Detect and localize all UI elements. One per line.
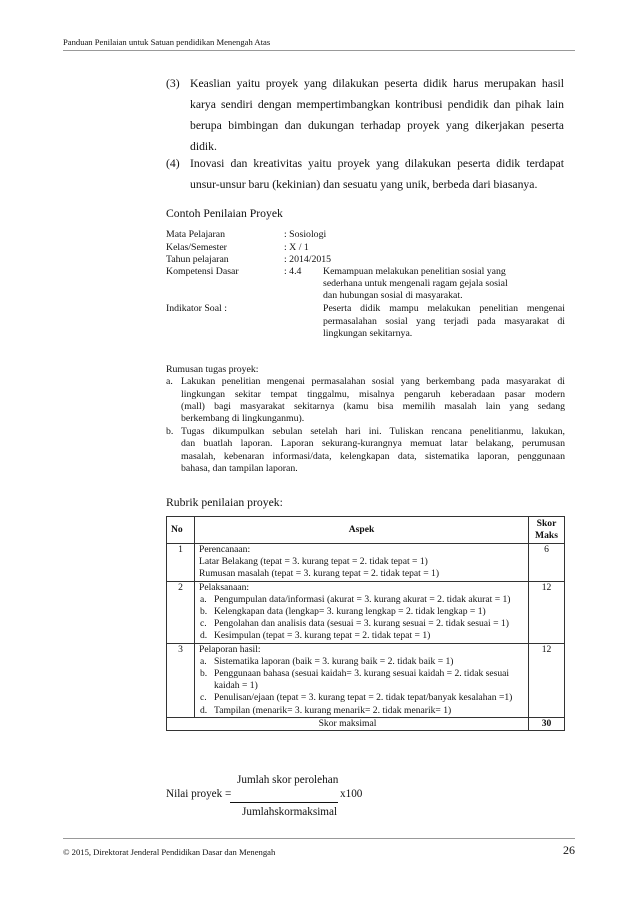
page-number: 26: [563, 843, 575, 857]
row-score: 6: [529, 544, 565, 582]
aspect-line: Rumusan masalah (tepat = 3. kurang tepat = 2. tidak tepat = 1): [199, 568, 440, 580]
field-value: : Sosiologi: [284, 229, 327, 240]
field-label: Kompetensi Dasar: [166, 266, 239, 277]
criterion-number: (3): [166, 77, 180, 90]
fraction-line: [230, 802, 338, 803]
kd-text-line: Kemampuan melakukan penelitian sosial yang: [323, 266, 506, 277]
task-title: Rumusan tugas proyek:: [166, 364, 259, 375]
row-number: 2: [167, 581, 195, 643]
item-text: Penggunaan bahasa (sesuai kaidah= 3. kurang sesuai kaidah = 2. tidak sesuai kaidah = 1): [214, 668, 510, 692]
item-text: Kelengkapan data (lengkap= 3. kurang lengkap = 2. tidak lengkap = 1): [214, 606, 486, 618]
header-aspect: Aspek: [195, 517, 529, 544]
page-header: Panduan Penilaian untuk Satuan pendidikan Menengah Atas: [63, 37, 271, 47]
header-rule: [63, 50, 575, 51]
field-label: Kelas/Semester: [166, 242, 227, 253]
task-marker: a.: [166, 376, 173, 387]
item-text: Kesimpulan (tepat = 3. kurang tepat = 2. tidak tepat = 1): [214, 630, 431, 642]
aspect-item: [200, 630, 524, 642]
item-text: Pengumpulan data/informasi (akurat = 3. kurang akurat = 2. tidak akurat = 1): [214, 593, 511, 605]
total-value: 30: [529, 717, 565, 730]
aspect-item: [200, 618, 524, 630]
item-marker: c.: [200, 692, 207, 704]
formula-numerator: Jumlah skor perolehan: [237, 774, 339, 786]
task-line: lingkungan sekitar tempat tinggalmu, misalnya pengaruh keberadaan pasar modern: [181, 389, 565, 400]
task-marker: b.: [166, 426, 174, 437]
criterion-line: didik.: [190, 140, 217, 153]
aspect-item: [200, 655, 524, 668]
field-label: Tahun pelajaran: [166, 254, 229, 265]
indicator-line: lingkungan sekitarnya.: [323, 328, 413, 339]
aspect-title: Pelaksanaan:: [199, 581, 250, 593]
indicator-label: Indikator Soal :: [166, 303, 227, 314]
kd-text-line: sederhana untuk mengenali ragam gejala sosial: [323, 278, 508, 289]
item-marker: c.: [200, 618, 207, 630]
row-aspect: [195, 643, 529, 717]
row-number: 1: [167, 544, 195, 582]
aspect-item: [200, 668, 524, 692]
task-line: masalah, kebenaran informasi/data, kelengkapan data, sistematika laporan, penggunaan: [181, 451, 565, 462]
task-line: (mall) bagi masyarakat sekitarnya (kamu bisa memilih masalah lain yang sedang: [181, 401, 565, 412]
item-marker: a.: [200, 593, 207, 605]
criterion-line: unsur-unsur baru (kekinian) dan sesuatu yang unik, berbeda dari biasanya.: [190, 178, 538, 191]
aspect-title: Pelaporan hasil:: [199, 643, 261, 655]
indicator-line: permasalahan sosial yang terjadi pada masyarakat di: [323, 316, 565, 327]
table-row: [167, 643, 565, 717]
rubric-title: Rubrik penilaian proyek:: [166, 496, 283, 509]
item-text: Tampilan (menarik= 3. kurang menarik= 2. tidak menarik= 1): [214, 704, 452, 716]
item-marker: d.: [200, 704, 208, 716]
example-title: Contoh Penilaian Proyek: [166, 207, 283, 220]
item-marker: d.: [200, 630, 208, 642]
criterion-line: karya sendiri dengan mempertimbangkan kontribusi pendidik dan pihak lain: [190, 98, 564, 111]
formula-denominator: Jumlahskormaksimal: [242, 806, 338, 818]
item-text: Penulisan/ejaan (tepat = 3. kurang tepat = 2. tidak tepat/banyak kesalahan =1): [214, 692, 513, 704]
header-score: Skor Maks: [529, 517, 565, 544]
field-value: : 4.4: [284, 266, 302, 277]
item-text: Pengolahan dan analisis data (sesuai = 3. kurang sesuai = 2. tidak sesuai = 1): [214, 618, 509, 630]
aspect-item: [200, 606, 524, 618]
aspect-line: Latar Belakang (tepat = 3. kurang tepat = 2. tidak tepat = 1): [199, 556, 428, 568]
aspect-title: Perencanaan:: [199, 544, 251, 555]
row-score: 12: [529, 581, 565, 643]
task-line: dan buatlah laporan. Laporan sekurang-kurangnya memuat latar belakang, perumusan: [181, 438, 565, 449]
task-line: berkembang di lingkunganmu).: [181, 413, 305, 424]
field-value: : 2014/2015: [284, 254, 332, 265]
aspect-item: [200, 692, 524, 704]
total-row: [167, 717, 565, 730]
row-score: 12: [529, 643, 565, 717]
total-label: Skor maksimal: [167, 717, 529, 730]
rubric-header-row: [167, 517, 565, 544]
item-marker: a.: [200, 655, 207, 667]
aspect-item: [200, 704, 524, 717]
task-line: bahasa, dan tampilan laporan.: [181, 463, 298, 474]
criterion-line: berupa bimbingan dan dukungan terhadap proyek yang dikerjakan peserta: [190, 119, 564, 132]
field-value: : X / 1: [284, 242, 309, 253]
footer-copyright: © 2015, Direktorat Jenderal Pendidikan Dasar dan Menengah: [63, 847, 276, 857]
row-aspect: [195, 544, 529, 582]
task-line: Tugas dikumpulkan sebulan setelah hari ini. Tuliskan rencana penelitianmu, lakukan,: [181, 426, 565, 437]
formula-label: Nilai proyek =: [166, 788, 232, 800]
task-line: Lakukan penelitian mengenai permasalahan sosial yang berkembang pada masyarakat di: [181, 376, 565, 387]
item-marker: b.: [200, 668, 208, 680]
aspect-item: [200, 593, 524, 606]
table-row: [167, 544, 565, 582]
row-number: 3: [167, 643, 195, 717]
indicator-line: Peserta didik mampu melakukan penelitian mengenai: [323, 303, 565, 314]
header-no: No: [167, 517, 195, 544]
item-text: Sistematika laporan (baik = 3. kurang baik = 2. tidak baik = 1): [214, 655, 454, 667]
kd-text-line: dan hubungan sosial di masyarakat.: [323, 290, 463, 301]
criterion-line: Keaslian yaitu proyek yang dilakukan peserta didik harus merupakan hasil: [190, 77, 564, 90]
footer-rule: [63, 838, 575, 839]
rubric-table: [166, 516, 565, 731]
criterion-line: Inovasi dan kreativitas yaitu proyek yang dilakukan peserta didik terdapat: [190, 157, 564, 170]
item-marker: b.: [200, 606, 208, 618]
row-aspect: [195, 581, 529, 643]
criterion-number: (4): [166, 157, 180, 170]
table-row: [167, 581, 565, 643]
field-label: Mata Pelajaran: [166, 229, 226, 240]
formula-multiplier: x100: [340, 788, 363, 800]
